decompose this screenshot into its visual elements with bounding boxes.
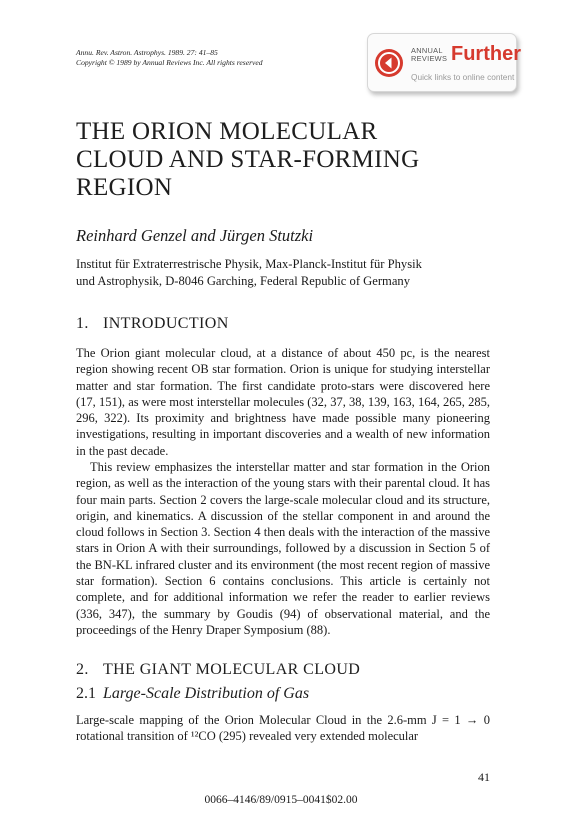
section-number: 1. [76,315,89,332]
annual-reviews-logo [411,47,447,63]
section-heading-introduction [76,315,229,333]
author-names: Reinhard Genzel and Jürgen Stutzki [76,226,314,245]
section-heading-giant-molecular-cloud [76,661,360,679]
subsection-number: 2.1 [76,685,96,702]
affiliation-line: Institut für Extraterrestrische Physik, Max-Planck-Institut für Physik [76,257,422,271]
title-line: REGION [76,174,173,201]
author-affiliation [76,256,496,290]
journal-header [76,48,263,68]
title-line: CLOUD AND STAR-FORMING [76,146,420,173]
annual-label: ANNUAL [411,46,443,55]
subsection-heading-large-scale [76,685,309,703]
further-tagline: Quick links to online content [411,72,515,82]
affiliation-line: und Astrophysik, D-8046 Garching, Federal Republic of Germany [76,274,411,288]
section-title: INTRODUCTION [103,315,229,332]
section-2-1-paragraph: Large-scale mapping of the Orion Molecular Cloud in the 2.6-mm J = 1 → 0 rotational transition of ¹²CO (295) revealed very extended molecular [76,713,490,744]
intro-paragraph-1: The Orion giant molecular cloud, at a distance of about 450 pc, is the nearest region showing recent OB star formation. Orion is unique for studying interstellar matter and star formation. The first candidate proto-stars were discovered here (17, 151), as were most interstellar molecules (32, 37, 38, 139, 163, 164, 265, 285, 296, 322). Its proximity and brightness have made possible many pioneering investigations, resulting in important discoveries and a wealth of new information in the past decade. [76,346,490,458]
section-title: THE GIANT MOLECULAR CLOUD [103,661,361,678]
journal-citation: Annu. Rev. Astron. Astrophys. 1989. 27: 41–85 [76,48,218,57]
section-number: 2. [76,661,89,678]
further-label: Further [451,43,521,65]
intro-paragraph-2: This review emphasizes the interstellar matter and star formation in the Orion region, as well as the interaction of the young stars with their parental cloud. It has four main parts. Section 2 covers the large-scale molecular cloud and its structure, origin, and kinematics. A discussion of the stellar component in and around the cloud follows in Section 3. Section 4 then deals with the interaction of the massive stars in Orion A with their surroundings, followed by a discussion in Section 5 of the BN-KL infrared cluster and its environment (the most recent region of massive star formation). Section 6 contains conclusions. This article is certainly not complete, and for additional information we refer the reader to earlier reviews (336, 347), the summary by Goudis (94) of observational material, and the proceedings of the Henry Draper Symposium (88). [76,460,490,637]
page-number: 41 [478,770,490,784]
copyright-notice: Copyright © 1989 by Annual Reviews Inc. All rights reserved [76,58,263,67]
subsection-title: Large-Scale Distribution of Gas [103,685,310,702]
article-title [76,118,476,202]
reviews-label: REVIEWS [411,54,448,63]
further-links-badge[interactable] [367,33,521,92]
title-line: THE ORION MOLECULAR [76,118,378,145]
arrow-left-icon [375,49,403,77]
footer-price-code: 0066–4146/89/0915–0041$02.00 [204,794,358,806]
